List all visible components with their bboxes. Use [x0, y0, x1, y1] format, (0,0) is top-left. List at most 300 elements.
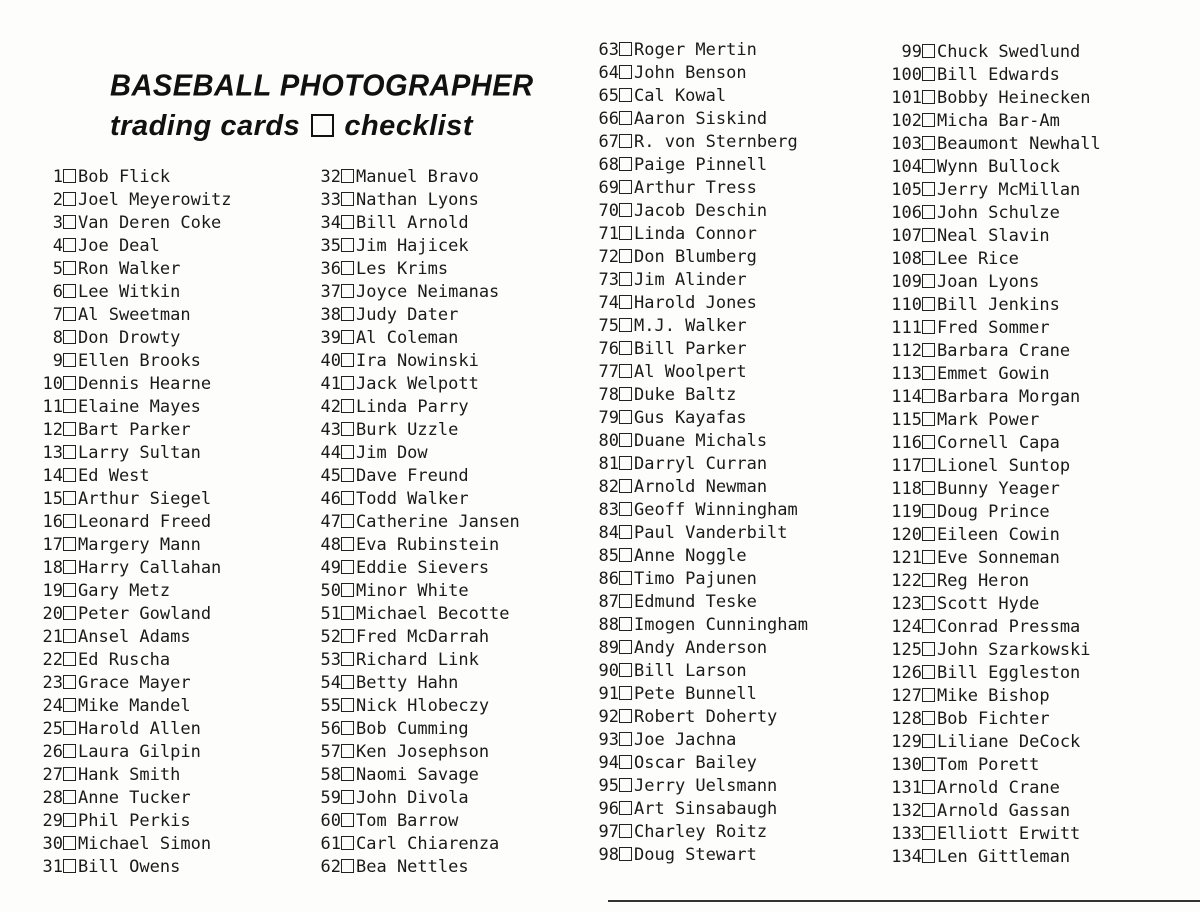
card-checkbox[interactable]	[922, 159, 935, 173]
photographer-name: Bill Eggleston	[937, 663, 1081, 683]
card-number: 30	[42, 834, 63, 854]
checklist-item	[306, 189, 520, 212]
card-checkbox[interactable]	[341, 698, 354, 712]
checklist-item	[306, 626, 520, 649]
card-checkbox[interactable]	[619, 640, 632, 654]
card-number: 48	[320, 535, 341, 555]
card-checkbox[interactable]	[922, 642, 935, 656]
checklist-item	[306, 856, 520, 879]
card-checkbox[interactable]	[922, 182, 935, 196]
photographer-name: Jim Hajicek	[356, 236, 469, 256]
card-checkbox[interactable]	[922, 573, 935, 587]
checklist-item	[584, 39, 808, 62]
card-number: 116	[891, 433, 922, 453]
photographer-name: Bill Jenkins	[937, 295, 1060, 315]
photographer-name: Beaumont Newhall	[937, 134, 1101, 154]
card-checkbox[interactable]	[619, 617, 632, 631]
card-number: 61	[320, 834, 341, 854]
card-number: 114	[891, 387, 922, 407]
card-checkbox[interactable]	[63, 238, 76, 252]
card-checkbox[interactable]	[63, 744, 76, 758]
photographer-name: Minor White	[356, 581, 469, 601]
card-checkbox[interactable]	[341, 813, 354, 827]
card-number: 124	[891, 617, 922, 637]
photographer-name: Hank Smith	[78, 765, 181, 785]
card-number: 76	[598, 339, 619, 359]
checklist-item	[877, 731, 1101, 754]
card-number: 72	[598, 247, 619, 267]
card-checkbox[interactable]	[619, 364, 632, 378]
checklist-item	[877, 179, 1101, 202]
card-checkbox[interactable]	[922, 113, 935, 127]
card-checkbox[interactable]	[922, 504, 935, 518]
card-checkbox[interactable]	[619, 272, 632, 286]
card-checkbox[interactable]	[63, 514, 76, 528]
card-checkbox[interactable]	[922, 274, 935, 288]
card-checkbox[interactable]	[341, 261, 354, 275]
card-number: 42	[320, 397, 341, 417]
photographer-name: Fred Sommer	[937, 318, 1050, 338]
card-checkbox[interactable]	[619, 180, 632, 194]
checklist-item	[28, 557, 232, 580]
card-checkbox[interactable]	[341, 491, 354, 505]
card-number: 123	[891, 594, 922, 614]
card-number: 24	[42, 696, 63, 716]
card-number: 100	[891, 65, 922, 85]
card-number: 14	[42, 466, 63, 486]
card-checkbox[interactable]	[619, 847, 632, 861]
checklist-item	[306, 764, 520, 787]
card-checkbox[interactable]	[341, 744, 354, 758]
photographer-name: Jerry McMillan	[937, 180, 1081, 200]
photographer-name: Paige Pinnell	[634, 155, 768, 175]
card-checkbox[interactable]	[619, 778, 632, 792]
card-checkbox[interactable]	[922, 389, 935, 403]
checklist-item	[584, 752, 808, 775]
card-checkbox[interactable]	[63, 836, 76, 850]
card-checkbox[interactable]	[619, 548, 632, 562]
photographer-name: Darryl Curran	[634, 454, 768, 474]
card-number: 26	[42, 742, 63, 762]
checklist-column-3	[584, 39, 808, 867]
checklist-item	[584, 131, 808, 154]
card-checkbox[interactable]	[341, 353, 354, 367]
card-checkbox[interactable]	[63, 813, 76, 827]
card-checkbox[interactable]	[619, 732, 632, 746]
card-checkbox[interactable]	[63, 491, 76, 505]
card-checkbox[interactable]	[922, 849, 935, 863]
card-checkbox[interactable]	[63, 376, 76, 390]
card-number: 86	[598, 569, 619, 589]
card-checkbox[interactable]	[63, 169, 76, 183]
card-checkbox[interactable]	[619, 686, 632, 700]
checklist-column-1	[28, 166, 232, 879]
photographer-name: Neal Slavin	[937, 226, 1050, 246]
photographer-name: John Schulze	[937, 203, 1060, 223]
card-checkbox[interactable]	[922, 734, 935, 748]
card-checkbox[interactable]	[922, 343, 935, 357]
card-number: 45	[320, 466, 341, 486]
checklist-item	[584, 62, 808, 85]
card-number: 25	[42, 719, 63, 739]
card-checkbox[interactable]	[341, 790, 354, 804]
card-number: 118	[891, 479, 922, 499]
card-checkbox[interactable]	[341, 169, 354, 183]
card-checkbox[interactable]	[63, 790, 76, 804]
photographer-name: Joan Lyons	[937, 272, 1040, 292]
photographer-name: Dennis Hearne	[78, 374, 212, 394]
card-number: 132	[891, 801, 922, 821]
card-checkbox[interactable]	[341, 307, 354, 321]
photographer-name: Emmet Gowin	[937, 364, 1050, 384]
photographer-name: Micha Bar-Am	[937, 111, 1060, 131]
card-checkbox[interactable]	[619, 226, 632, 240]
photographer-name: Jim Dow	[356, 443, 428, 463]
card-checkbox[interactable]	[619, 456, 632, 470]
photographer-name: Mike Bishop	[937, 686, 1050, 706]
photographer-name: Carl Chiarenza	[356, 834, 500, 854]
card-checkbox[interactable]	[619, 502, 632, 516]
card-checkbox[interactable]	[341, 859, 354, 873]
card-checkbox[interactable]	[619, 525, 632, 539]
checklist-item	[306, 488, 520, 511]
card-checkbox[interactable]	[922, 366, 935, 380]
card-checkbox[interactable]	[619, 755, 632, 769]
photographer-name: Bobby Heinecken	[937, 88, 1091, 108]
card-checkbox[interactable]	[922, 481, 935, 495]
checklist-item	[28, 787, 232, 810]
card-number: 88	[598, 615, 619, 635]
card-checkbox[interactable]	[619, 801, 632, 815]
card-checkbox[interactable]	[63, 353, 76, 367]
photographer-name: Bea Nettles	[356, 857, 469, 877]
card-checkbox[interactable]	[922, 90, 935, 104]
card-checkbox[interactable]	[922, 297, 935, 311]
card-checkbox[interactable]	[63, 859, 76, 873]
card-number: 95	[598, 776, 619, 796]
card-number: 109	[891, 272, 922, 292]
photographer-name: Gary Metz	[78, 581, 171, 601]
checklist-item	[877, 708, 1101, 731]
card-checkbox[interactable]	[63, 698, 76, 712]
card-number: 50	[320, 581, 341, 601]
checklist-item	[28, 672, 232, 695]
card-number: 9	[52, 351, 63, 371]
card-checkbox[interactable]	[63, 675, 76, 689]
photographer-name: Elliott Erwitt	[937, 824, 1081, 844]
photographer-name: Bill Arnold	[356, 213, 469, 233]
checklist-item	[306, 419, 520, 442]
card-checkbox[interactable]	[341, 284, 354, 298]
checklist-item	[306, 787, 520, 810]
card-checkbox[interactable]	[922, 550, 935, 564]
checklist-item	[28, 534, 232, 557]
card-number: 119	[891, 502, 922, 522]
checklist-item	[28, 626, 232, 649]
card-checkbox[interactable]	[63, 399, 76, 413]
card-checkbox[interactable]	[341, 560, 354, 574]
card-number: 47	[320, 512, 341, 532]
photographer-name: Roger Mertin	[634, 40, 757, 60]
photographer-name: Cornell Capa	[937, 433, 1060, 453]
card-checkbox[interactable]	[341, 422, 354, 436]
checklist-item	[877, 41, 1101, 64]
checklist-item	[877, 639, 1101, 662]
photographer-name: Linda Connor	[634, 224, 757, 244]
card-checkbox[interactable]	[63, 261, 76, 275]
card-checkbox[interactable]	[619, 42, 632, 56]
photographer-name: Larry Sultan	[78, 443, 201, 463]
card-checkbox[interactable]	[63, 560, 76, 574]
photographer-name: Mark Power	[937, 410, 1040, 430]
checklist-item	[584, 522, 808, 545]
checklist-item	[28, 718, 232, 741]
card-checkbox[interactable]	[341, 468, 354, 482]
card-checkbox[interactable]	[619, 295, 632, 309]
card-checkbox[interactable]	[341, 376, 354, 390]
card-checkbox[interactable]	[63, 583, 76, 597]
card-number: 133	[891, 824, 922, 844]
card-checkbox[interactable]	[619, 65, 632, 79]
photographer-name: Jacob Deschin	[634, 201, 768, 221]
card-checkbox[interactable]	[63, 767, 76, 781]
photographer-name: Joe Jachna	[634, 730, 737, 750]
card-number: 21	[42, 627, 63, 647]
checklist-item	[306, 350, 520, 373]
photographer-name: Cal Kowal	[634, 86, 727, 106]
checklist-item	[306, 695, 520, 718]
card-checkbox[interactable]	[922, 757, 935, 771]
card-checkbox[interactable]	[619, 318, 632, 332]
card-checkbox[interactable]	[341, 445, 354, 459]
photographer-name: Geoff Winningham	[634, 500, 798, 520]
checklist-item	[584, 177, 808, 200]
photographer-name: Jack Welpott	[356, 374, 479, 394]
card-checkbox[interactable]	[922, 412, 935, 426]
card-checkbox[interactable]	[63, 445, 76, 459]
checklist-item	[877, 340, 1101, 363]
checklist-item	[877, 386, 1101, 409]
card-number: 104	[891, 157, 922, 177]
checklist-item	[306, 373, 520, 396]
card-checkbox[interactable]	[922, 228, 935, 242]
checklist-item	[28, 856, 232, 879]
checklist-item	[584, 545, 808, 568]
card-number: 16	[42, 512, 63, 532]
checklist-item	[28, 580, 232, 603]
card-checkbox[interactable]	[619, 88, 632, 102]
card-checkbox[interactable]	[63, 721, 76, 735]
photographer-name: Jerry Uelsmann	[634, 776, 778, 796]
card-checkbox[interactable]	[341, 675, 354, 689]
card-checkbox[interactable]	[341, 537, 354, 551]
card-checkbox[interactable]	[63, 284, 76, 298]
card-checkbox[interactable]	[63, 422, 76, 436]
checklist-item	[584, 315, 808, 338]
photographer-name: Leonard Freed	[78, 512, 212, 532]
checklist-item	[28, 281, 232, 304]
checklist-item	[306, 166, 520, 189]
photographer-name: Aaron Siskind	[634, 109, 768, 129]
card-number: 32	[320, 167, 341, 187]
card-number: 46	[320, 489, 341, 509]
checklist-item	[877, 202, 1101, 225]
photographer-name: Harold Jones	[634, 293, 757, 313]
card-number: 80	[598, 431, 619, 451]
photographer-name: Michael Becotte	[356, 604, 510, 624]
card-checkbox[interactable]	[619, 341, 632, 355]
card-checkbox[interactable]	[63, 330, 76, 344]
photographer-name: Art Sinsabaugh	[634, 799, 778, 819]
card-checkbox[interactable]	[922, 527, 935, 541]
photographer-name: Harold Allen	[78, 719, 201, 739]
card-number: 75	[598, 316, 619, 336]
card-checkbox[interactable]	[63, 629, 76, 643]
photographer-name: Richard Link	[356, 650, 479, 670]
photographer-name: Oscar Bailey	[634, 753, 757, 773]
card-checkbox[interactable]	[341, 330, 354, 344]
photographer-name: Edmund Teske	[634, 592, 757, 612]
photographer-name: Laura Gilpin	[78, 742, 201, 762]
card-checkbox[interactable]	[341, 514, 354, 528]
card-checkbox[interactable]	[63, 537, 76, 551]
card-checkbox[interactable]	[341, 652, 354, 666]
card-checkbox[interactable]	[922, 320, 935, 334]
card-checkbox[interactable]	[619, 387, 632, 401]
card-number: 23	[42, 673, 63, 693]
card-number: 82	[598, 477, 619, 497]
photographer-name: Lee Witkin	[78, 282, 181, 302]
card-checkbox[interactable]	[619, 571, 632, 585]
card-number: 70	[598, 201, 619, 221]
checklist-column-2	[306, 166, 520, 879]
card-checkbox[interactable]	[341, 629, 354, 643]
card-number: 93	[598, 730, 619, 750]
card-checkbox[interactable]	[341, 583, 354, 597]
card-checkbox[interactable]	[922, 67, 935, 81]
card-checkbox[interactable]	[341, 721, 354, 735]
photographer-name: Eileen Cowin	[937, 525, 1060, 545]
card-checkbox[interactable]	[341, 606, 354, 620]
checklist-item	[584, 844, 808, 867]
card-number: 90	[598, 661, 619, 681]
card-checkbox[interactable]	[922, 826, 935, 840]
card-number: 102	[891, 111, 922, 131]
photographer-name: Tom Porett	[937, 755, 1040, 775]
card-number: 38	[320, 305, 341, 325]
card-checkbox[interactable]	[63, 606, 76, 620]
checklist-title	[110, 66, 534, 146]
card-number: 111	[891, 318, 922, 338]
card-checkbox[interactable]	[922, 435, 935, 449]
card-number: 20	[42, 604, 63, 624]
card-number: 122	[891, 571, 922, 591]
card-checkbox[interactable]	[619, 433, 632, 447]
photographer-name: Arnold Newman	[634, 477, 768, 497]
photographer-name: Ken Josephson	[356, 742, 490, 762]
checklist-item	[877, 133, 1101, 156]
checklist-item	[28, 442, 232, 465]
photographer-name: Chuck Swedlund	[937, 42, 1081, 62]
card-number: 129	[891, 732, 922, 752]
card-checkbox[interactable]	[63, 307, 76, 321]
checklist-item	[28, 649, 232, 672]
card-number: 43	[320, 420, 341, 440]
photographer-name: Joyce Neimanas	[356, 282, 500, 302]
card-checkbox[interactable]	[341, 399, 354, 413]
card-number: 117	[891, 456, 922, 476]
card-checkbox[interactable]	[341, 238, 354, 252]
card-checkbox[interactable]	[922, 619, 935, 633]
checklist-item	[306, 672, 520, 695]
card-checkbox[interactable]	[341, 836, 354, 850]
checklist-item	[877, 823, 1101, 846]
card-checkbox[interactable]	[63, 215, 76, 229]
title-line-2-end: checklist	[344, 110, 473, 142]
photographer-name: Doug Stewart	[634, 845, 757, 865]
card-checkbox[interactable]	[619, 249, 632, 263]
card-checkbox[interactable]	[63, 468, 76, 482]
card-checkbox[interactable]	[922, 44, 935, 58]
card-checkbox[interactable]	[619, 479, 632, 493]
card-checkbox[interactable]	[619, 410, 632, 424]
card-checkbox[interactable]	[922, 780, 935, 794]
photographer-name: Al Coleman	[356, 328, 459, 348]
card-checkbox[interactable]	[922, 711, 935, 725]
checklist-item	[584, 269, 808, 292]
card-number: 37	[320, 282, 341, 302]
card-number: 15	[42, 489, 63, 509]
card-checkbox[interactable]	[619, 594, 632, 608]
card-checkbox[interactable]	[922, 205, 935, 219]
card-checkbox[interactable]	[922, 803, 935, 817]
checklist-item	[28, 396, 232, 419]
card-checkbox[interactable]	[619, 203, 632, 217]
card-checkbox[interactable]	[922, 596, 935, 610]
card-checkbox[interactable]	[922, 136, 935, 150]
card-checkbox[interactable]	[619, 709, 632, 723]
card-checkbox[interactable]	[922, 665, 935, 679]
card-checkbox[interactable]	[341, 215, 354, 229]
card-number: 64	[598, 63, 619, 83]
photographer-name: Al Woolpert	[634, 362, 747, 382]
photographer-name: Paul Vanderbilt	[634, 523, 788, 543]
card-number: 81	[598, 454, 619, 474]
card-checkbox[interactable]	[619, 824, 632, 838]
checklist-item	[584, 384, 808, 407]
card-checkbox[interactable]	[63, 652, 76, 666]
checklist-item	[877, 271, 1101, 294]
card-number: 5	[52, 259, 63, 279]
card-checkbox[interactable]	[619, 157, 632, 171]
photographer-name: Jim Alinder	[634, 270, 747, 290]
photographer-name: Phil Perkis	[78, 811, 191, 831]
checklist-item	[306, 327, 520, 350]
card-checkbox[interactable]	[619, 111, 632, 125]
checklist-item	[877, 156, 1101, 179]
card-checkbox[interactable]	[922, 458, 935, 472]
card-checkbox[interactable]	[922, 688, 935, 702]
checklist-item	[877, 547, 1101, 570]
card-checkbox[interactable]	[63, 192, 76, 206]
photographer-name: Liliane DeCock	[937, 732, 1081, 752]
card-checkbox[interactable]	[619, 663, 632, 677]
card-checkbox[interactable]	[619, 134, 632, 148]
card-checkbox[interactable]	[922, 251, 935, 265]
card-checkbox[interactable]	[341, 192, 354, 206]
card-checkbox[interactable]	[341, 767, 354, 781]
photographer-name: Wynn Bullock	[937, 157, 1060, 177]
